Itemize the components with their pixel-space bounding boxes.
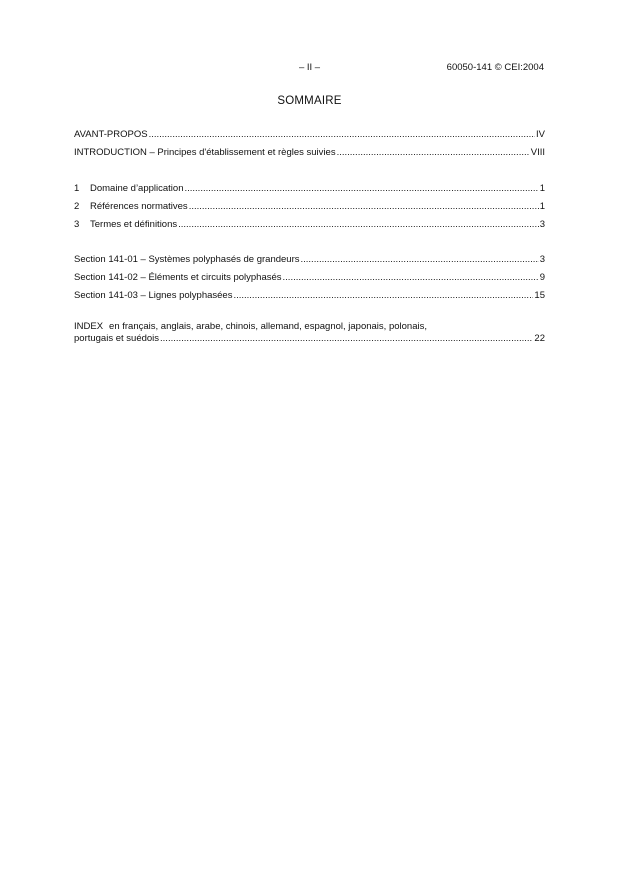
dot-leader bbox=[283, 269, 539, 287]
index-first-line bbox=[74, 321, 545, 333]
toc-entry-page: IV bbox=[536, 129, 545, 140]
toc-entry-page: 3 bbox=[539, 254, 545, 265]
toc-entry-text: Références normatives bbox=[90, 201, 188, 212]
document-reference: 60050-141 © CEI:2004 bbox=[446, 62, 544, 73]
toc-entry-page: 3 bbox=[539, 219, 545, 230]
toc-entry-introduction[interactable] bbox=[74, 144, 545, 162]
toc-entry-page: 9 bbox=[539, 272, 545, 283]
toc-entry-label: Section 141-03 – Lignes polyphasées bbox=[74, 290, 233, 301]
index-languages-continued: portugais et suédois bbox=[74, 333, 160, 344]
toc-entry-domaine[interactable] bbox=[74, 180, 545, 198]
toc-entry-label bbox=[74, 180, 183, 198]
dot-leader bbox=[189, 198, 539, 216]
toc-entry-page: 22 bbox=[534, 333, 545, 344]
toc-entry-avant-propos[interactable] bbox=[74, 126, 545, 144]
dot-leader bbox=[160, 333, 533, 345]
toc-group-front-matter bbox=[74, 126, 545, 162]
dot-leader bbox=[178, 216, 539, 234]
toc-entry-page: 1 bbox=[539, 201, 545, 212]
dot-leader bbox=[337, 144, 530, 162]
toc-entry-label: INTRODUCTION – Principes d'établissement et règles suivies bbox=[74, 147, 336, 158]
toc-entry-text: Termes et définitions bbox=[90, 219, 178, 230]
toc-entry-label bbox=[74, 198, 188, 216]
toc-group-clauses bbox=[74, 180, 545, 234]
toc-entry-text: Domaine d’application bbox=[90, 183, 184, 194]
index-heading: INDEX bbox=[74, 321, 104, 332]
toc-entry-index[interactable] bbox=[74, 321, 545, 345]
toc-entry-references[interactable] bbox=[74, 198, 545, 216]
toc-entry-section-141-03[interactable] bbox=[74, 287, 545, 305]
page-number: – II – bbox=[298, 62, 321, 73]
toc-entry-label: Section 141-01 – Systèmes polyphasés de grandeurs bbox=[74, 254, 300, 265]
toc-entry-termes[interactable] bbox=[74, 216, 545, 234]
toc-entry-number: 1 bbox=[74, 183, 80, 194]
toc-entry-number: 2 bbox=[74, 201, 80, 212]
dot-leader bbox=[301, 251, 539, 269]
dot-leader bbox=[149, 126, 535, 144]
toc-entry-section-141-01[interactable] bbox=[74, 251, 545, 269]
dot-leader bbox=[184, 180, 538, 198]
toc-entry-label bbox=[74, 216, 177, 234]
dot-leader bbox=[233, 287, 533, 305]
toc-entry-page: VIII bbox=[530, 147, 545, 158]
toc-entry-page: 15 bbox=[534, 290, 545, 301]
page-title: SOMMAIRE bbox=[277, 95, 342, 107]
toc-entry-number: 3 bbox=[74, 219, 80, 230]
toc-group-sections bbox=[74, 251, 545, 305]
toc-entry-label: AVANT-PROPOS bbox=[74, 129, 148, 140]
toc-entry-section-141-02[interactable] bbox=[74, 269, 545, 287]
toc-entry-page: 1 bbox=[539, 183, 545, 194]
index-second-line bbox=[74, 333, 545, 345]
index-languages: en français, anglais, arabe, chinois, allemand, espagnol, japonais, polonais, bbox=[109, 321, 427, 332]
toc-entry-label: Section 141-02 – Éléments et circuits polyphasés bbox=[74, 272, 282, 283]
